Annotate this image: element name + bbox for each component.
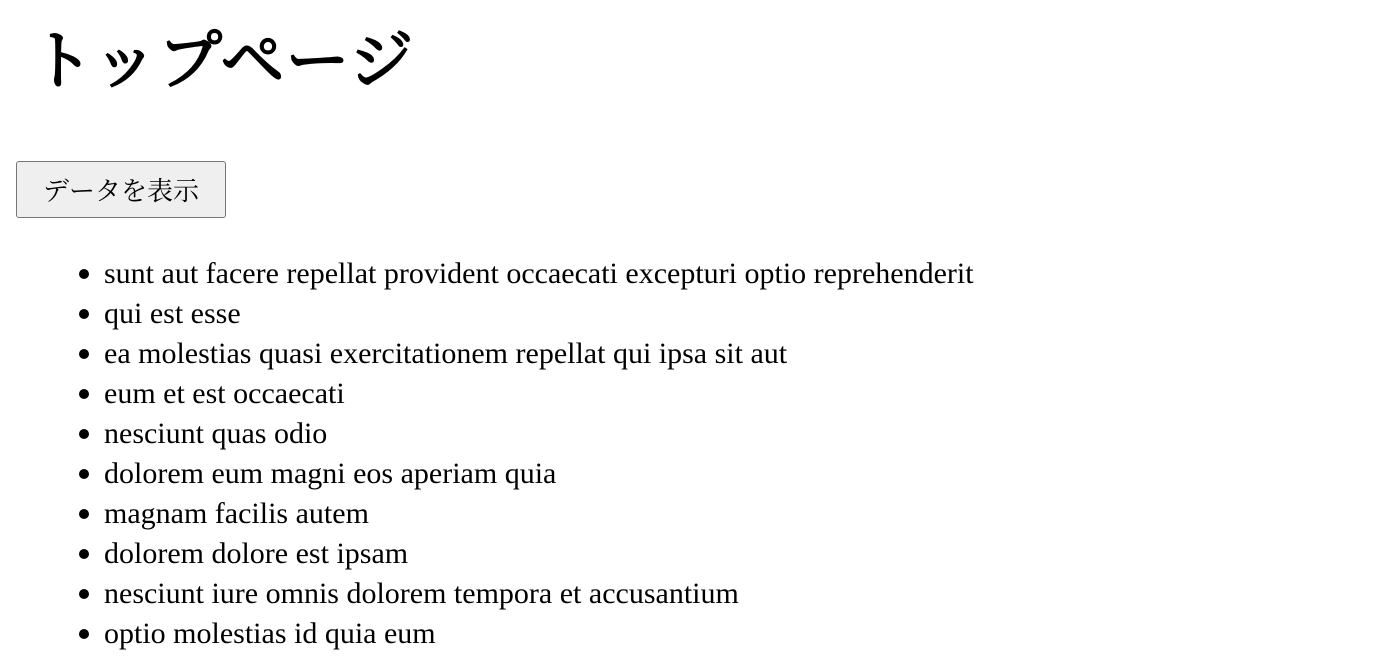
list-item <box>104 534 974 574</box>
list-item <box>104 414 974 454</box>
post-title: qui est esse <box>104 297 241 330</box>
post-title: nesciunt quas odio <box>104 417 328 450</box>
bullet-icon <box>79 269 89 279</box>
list-item <box>104 494 974 534</box>
bullet-icon <box>79 349 89 359</box>
list-item <box>104 374 974 414</box>
bullet-icon <box>79 629 89 639</box>
post-title: eum et est occaecati <box>104 377 345 410</box>
post-title: ea molestias quasi exercitationem repellat qui ipsa sit aut <box>104 337 788 370</box>
bullet-icon <box>79 389 89 399</box>
bullet-icon <box>79 589 89 599</box>
bullet-icon <box>79 429 89 439</box>
show-data-button[interactable]: データを表示 <box>16 161 226 218</box>
list-item <box>104 294 974 334</box>
page-title: トップページ <box>30 26 415 97</box>
bullet-icon <box>79 469 89 479</box>
post-list <box>16 254 974 654</box>
list-item <box>104 614 974 654</box>
post-title: optio molestias id quia eum <box>104 617 436 650</box>
post-title: nesciunt iure omnis dolorem tempora et accusantium <box>104 577 739 610</box>
list-item <box>104 254 974 294</box>
list-item <box>104 574 974 614</box>
bullet-icon <box>79 509 89 519</box>
post-title: magnam facilis autem <box>104 497 369 530</box>
bullet-icon <box>79 549 89 559</box>
list-item <box>104 454 974 494</box>
post-title: dolorem eum magni eos aperiam quia <box>104 457 557 490</box>
bullet-icon <box>79 309 89 319</box>
post-title: dolorem dolore est ipsam <box>104 537 409 570</box>
post-title: sunt aut facere repellat provident occaecati excepturi optio reprehenderit <box>104 257 974 290</box>
list-item <box>104 334 974 374</box>
